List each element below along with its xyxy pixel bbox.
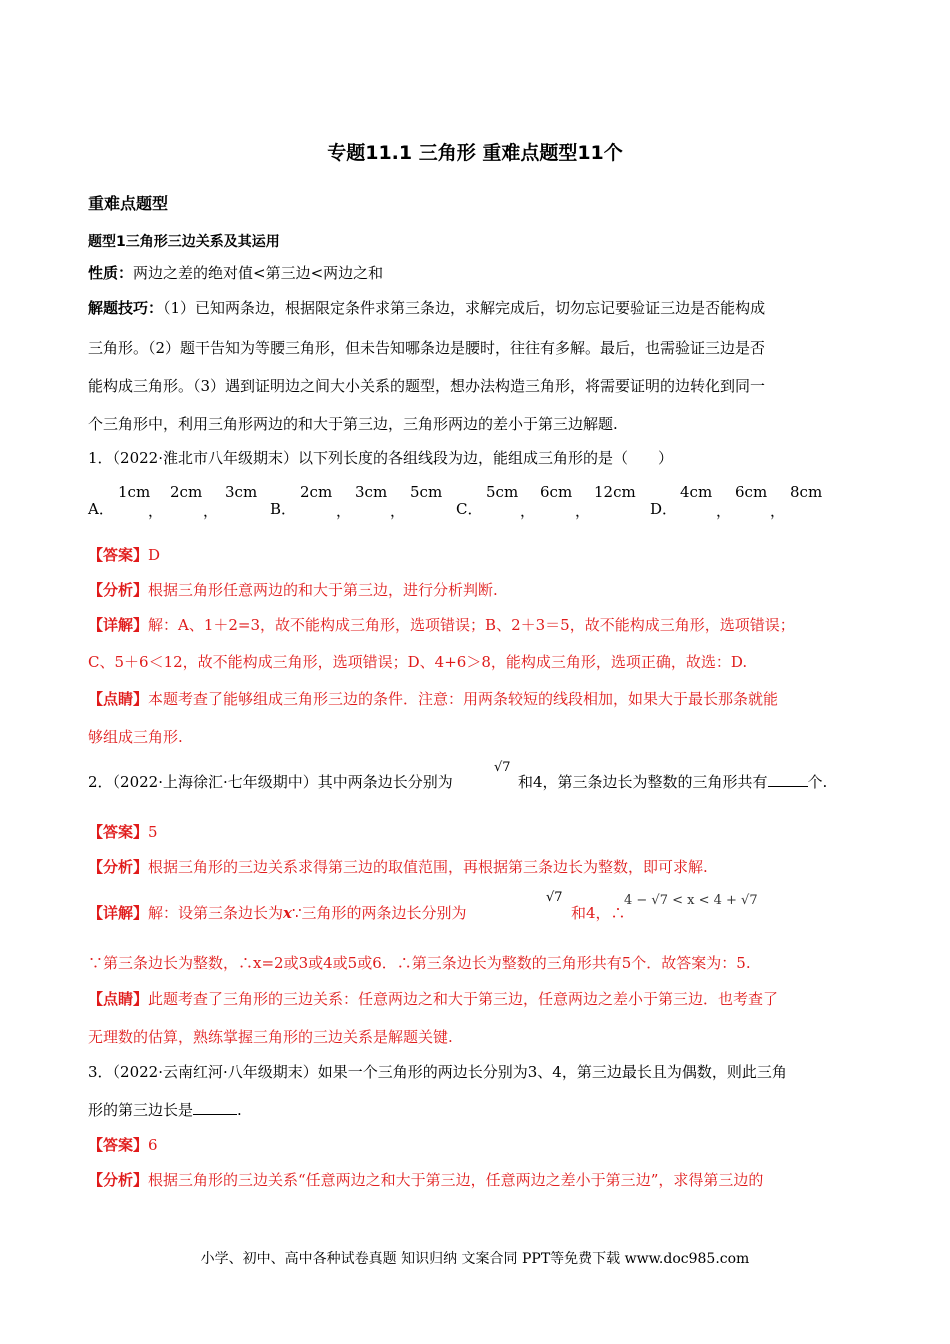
q3-answer xyxy=(88,1135,158,1155)
comma: ， xyxy=(336,502,352,520)
q1-option-c-value-1: 5cm xyxy=(486,483,519,501)
variable-x: x xyxy=(283,904,292,922)
property-line xyxy=(88,263,383,283)
answer-tag: 【答案】 xyxy=(88,546,149,564)
q2-stem-end: 个. xyxy=(807,773,828,791)
q2-stem-text: 和4，第三条边长为整数的三角形共有 xyxy=(518,773,768,791)
q1-analysis xyxy=(88,580,498,600)
analysis-tag: 【分析】 xyxy=(88,581,149,599)
comma: ， xyxy=(520,502,536,520)
comma: ， xyxy=(203,502,219,520)
section-heading: 重难点题型 xyxy=(88,194,169,213)
detail-tag: 【详解】 xyxy=(88,616,149,634)
q3-stem-line-1: 3．（2022·云南红河·八年级期末）如果一个三角形的两边长分别为3、4，第三边最长且为偶数，则此三角 xyxy=(88,1063,787,1081)
comma: ， xyxy=(716,502,732,520)
q1-note-line-1 xyxy=(88,689,778,709)
q2-analysis xyxy=(88,857,708,877)
sqrt7-symbol: √7 xyxy=(546,890,563,905)
q2-note-line-1 xyxy=(88,989,778,1009)
q2-detail-tail xyxy=(571,903,626,923)
q1-option-b-label: B． xyxy=(270,500,297,518)
answer-value: D xyxy=(148,546,161,564)
q1-answer xyxy=(88,545,160,565)
q1-option-c-label: C． xyxy=(456,500,483,518)
q3-stem-line-2 xyxy=(88,1100,242,1120)
comma: ， xyxy=(575,502,591,520)
analysis-text: 根据三角形的三边关系“任意两边之和大于第三边，任意两边之差小于第三边”，求得第三边的 xyxy=(148,1171,764,1189)
comma: ， xyxy=(770,502,786,520)
answer-blank xyxy=(768,786,808,787)
q1-option-b-value-2: 3cm xyxy=(355,483,388,501)
q2-detail-line-1 xyxy=(88,903,467,923)
note-tag: 【点睛】 xyxy=(88,690,149,708)
q2-detail-line-2: ∵第三条边长为整数，∴x=2或3或4或5或6．∴第三条边长为整数的三角形共有5个．故答案为：5. xyxy=(88,954,751,972)
page-footer: 小学、初中、高中各种试卷真题 知识归纳 文案合同 PPT等免费下载 www.doc985.com xyxy=(200,1251,750,1267)
property-label: 性质： xyxy=(88,264,134,282)
q2-stem-part-2 xyxy=(518,772,827,792)
property-text: 两边之差的绝对值<第三边<两边之和 xyxy=(133,264,384,282)
detail-tag: 【详解】 xyxy=(88,904,149,922)
detail-text: 解：设第三条边长为 xyxy=(148,904,284,922)
analysis-tag: 【分析】 xyxy=(88,1171,149,1189)
sqrt7-symbol: √7 xyxy=(494,760,511,775)
q1-option-c-value-3: 12cm xyxy=(594,483,636,501)
note-tag: 【点睛】 xyxy=(88,990,149,1008)
comma: ， xyxy=(148,502,164,520)
q3-stem-text: 形的第三边长是 xyxy=(88,1101,194,1119)
q3-stem-end: . xyxy=(237,1101,242,1119)
page-title: 专题11.1 三角形 重难点题型11个 xyxy=(327,142,623,164)
tips-text: （1）已知两条边，根据限定条件求第三条边，求解完成后，切勿忘记要验证三边是否能构成 xyxy=(163,299,766,317)
tips-label: 解题技巧： xyxy=(88,299,164,317)
q1-option-a-value-3: 3cm xyxy=(225,483,258,501)
topic-heading: 题型1三角形三边关系及其运用 xyxy=(88,234,280,250)
answer-tag: 【答案】 xyxy=(88,823,149,841)
q1-stem: 1．（2022·淮北市八年级期末）以下列长度的各组线段为边，能组成三角形的是（ ） xyxy=(88,449,673,467)
analysis-tag: 【分析】 xyxy=(88,858,149,876)
tips-line-2: 三角形。（2）题干告知为等腰三角形，但未告知哪条边是腰时，往往有多解。最后，也需验证三边是否 xyxy=(88,339,766,357)
note-text: 本题考查了能够组成三角形三边的条件．注意：用两条较短的线段相加，如果大于最长那条就能 xyxy=(148,690,779,708)
q3-analysis xyxy=(88,1170,763,1190)
q1-option-d-value-3: 8cm xyxy=(790,483,823,501)
q2-stem-part-1: 2．（2022·上海徐汇·七年级期中）其中两条边长分别为 xyxy=(88,773,453,791)
q1-note-line-2: 够组成三角形. xyxy=(88,728,183,746)
analysis-text: 根据三角形任意两边的和大于第三边，进行分析判断. xyxy=(148,581,498,599)
q1-option-a-label: A． xyxy=(88,500,114,518)
q1-option-d-value-1: 4cm xyxy=(680,483,713,501)
detail-text: 解：A、1＋2=3，故不能构成三角形，选项错误；B、2＋3＝5，故不能构成三角形，选项错误； xyxy=(148,616,795,634)
inequality-expression: 4 − √7 < x < 4 + √7 xyxy=(624,893,758,908)
q1-option-b-value-1: 2cm xyxy=(300,483,333,501)
q1-option-c-value-2: 6cm xyxy=(540,483,573,501)
q1-option-b-value-3: 5cm xyxy=(410,483,443,501)
tips-line-3: 能构成三角形。（3）遇到证明边之间大小关系的题型，想办法构造三角形，将需要证明的边转化到同一 xyxy=(88,377,766,395)
tips-line-4: 个三角形中，利用三角形两边的和大于第三边，三角形两边的差小于第三边解题. xyxy=(88,415,618,433)
answer-value: 5 xyxy=(148,823,158,841)
q1-option-d-value-2: 6cm xyxy=(735,483,768,501)
q2-answer xyxy=(88,822,158,842)
q1-option-a-value-1: 1cm xyxy=(118,483,151,501)
comma: ， xyxy=(390,502,406,520)
detail-text: 和4，∴ xyxy=(571,904,626,922)
q2-note-line-2: 无理数的估算，熟练掌握三角形的三边关系是解题关键. xyxy=(88,1028,453,1046)
detail-text: ∵三角形的两条边长分别为 xyxy=(291,904,467,922)
note-text: 此题考查了三角形的三边关系：任意两边之和大于第三边，任意两边之差小于第三边．也考查了 xyxy=(148,990,779,1008)
q1-option-a-value-2: 2cm xyxy=(170,483,203,501)
analysis-text: 根据三角形的三边关系求得第三边的取值范围，再根据第三条边长为整数，即可求解. xyxy=(148,858,708,876)
q1-detail-line-1 xyxy=(88,615,795,635)
answer-blank xyxy=(193,1114,237,1115)
answer-value: 6 xyxy=(148,1136,158,1154)
q1-option-d-label: D． xyxy=(650,500,678,518)
q1-detail-line-2: C、5＋6＜12，故不能构成三角形，选项错误；D、4+6＞8，能构成三角形，选项正确，故选：D. xyxy=(88,653,748,671)
answer-tag: 【答案】 xyxy=(88,1136,149,1154)
tips-line-1 xyxy=(88,298,765,318)
